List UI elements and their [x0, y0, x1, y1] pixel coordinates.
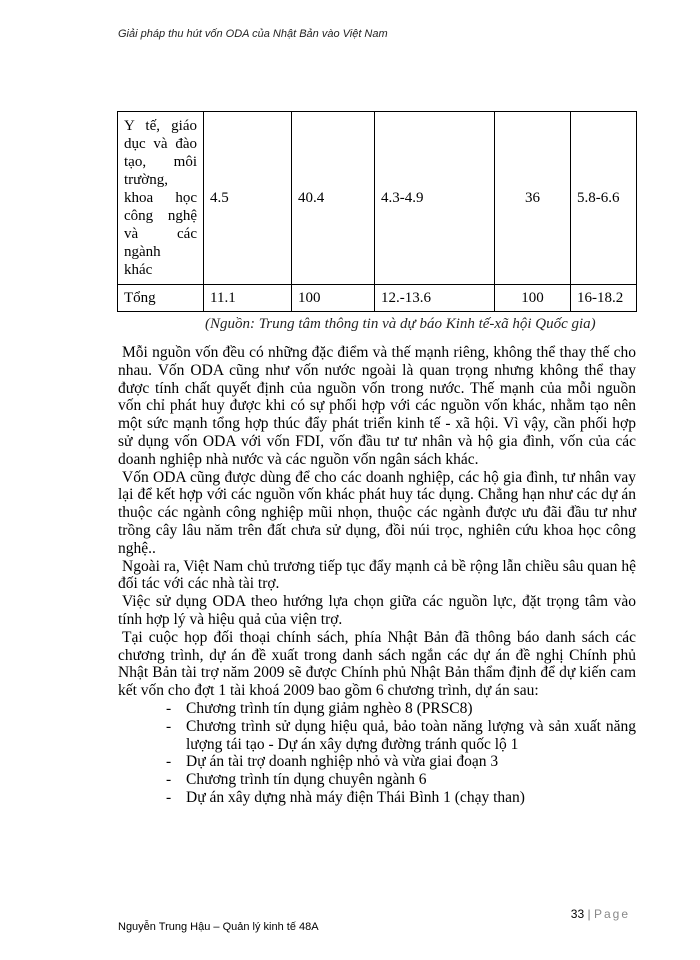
- list-item: [118, 718, 636, 754]
- row-label-line: dục và đào: [124, 136, 197, 152]
- bullet-dash: -: [166, 717, 172, 735]
- paragraph: Việc sử dụng ODA theo hướng lựa chọn giữa các nguồn lực, đặt trọng tâm vào tính hợp lý và hiệu quả của viện trợ.: [118, 593, 636, 628]
- list-item-text: Dự án tài trợ doanh nghiệp nhỏ và vừa giai đoạn 3: [186, 753, 499, 771]
- list-item: [118, 700, 636, 718]
- bullet-dash: -: [166, 699, 172, 717]
- list-item-text: Chương trình tín dụng chuyên ngành 6: [186, 771, 427, 789]
- table-cell: 5.8-6.6: [571, 112, 637, 285]
- row-label-line: và các: [124, 226, 197, 242]
- row-label-line: khác: [124, 262, 153, 278]
- list-item: [118, 789, 636, 807]
- body-text: [118, 344, 636, 807]
- row-label-line: trường,: [124, 172, 168, 188]
- page-separator: |: [587, 907, 591, 921]
- row-label-line: ngành: [124, 244, 161, 260]
- row-label-line: Y tế, giáo: [124, 118, 197, 134]
- table-source-note: (Nguồn: Trung tâm thông tin và dự báo Kinh tế-xã hội Quốc gia): [205, 316, 596, 332]
- list-item-text: Dự án xây dựng nhà máy điện Thái Bình 1 (chạy than): [186, 788, 525, 806]
- paragraph: Mỗi nguồn vốn đều có những đặc điểm và thế mạnh riêng, không thể thay thế cho nhau. Vốn ODA cũng như vốn nước ngoài là quan trọng nhưng không thể thay được tính chất quyết định của nguồn vốn trong nước. Thế mạnh của mỗi nguồn vốn chỉ phát huy được khi có sự phối hợp với các nguồn vốn khác, nhằm tạo nên một sức mạnh tổng hợp thúc đẩy phát triển kinh tế - xã hội. Vì vậy, cần phối hợp sử dụng vốn ODA với vốn FDI, vốn đầu tư tư nhân và hộ gia đình, vốn của các doanh nghiệp nhà nước và các nguồn vốn ngân sách khác.: [118, 344, 636, 468]
- table-cell: 11.1: [204, 285, 292, 312]
- row-label-line: tạo, môi: [124, 154, 197, 170]
- bullet-dash: -: [166, 788, 172, 806]
- author-footer: Nguyễn Trung Hậu – Quản lý kinh tế 48A: [118, 921, 319, 933]
- list-item-text: Chương trình sử dụng hiệu quả, bảo toàn năng lượng và sản xuất năng lượng tái tạo - Dự án xây dựng đường tránh quốc lộ 1: [186, 717, 636, 753]
- table-cell: 4.3-4.9: [375, 112, 495, 285]
- page-number-footer: [571, 907, 630, 921]
- table-cell: 16-18.2: [571, 285, 637, 312]
- table-cell: 100: [495, 285, 571, 312]
- page-word: Page: [593, 907, 630, 921]
- row-label-line: khoa học: [124, 190, 197, 206]
- running-header: Giải pháp thu hút vốn ODA của Nhật Bản vào Việt Nam: [118, 28, 388, 40]
- page-number: 33: [570, 907, 585, 921]
- table-row: [118, 285, 637, 312]
- table-row: [118, 112, 637, 285]
- row-label-line: công nghệ: [124, 208, 197, 224]
- paragraph: Tại cuộc họp đối thoại chính sách, phía Nhật Bản đã thông báo danh sách các chương trình, dự án đề xuất trong danh sách ngắn các dự án đề nghị Chính phủ Nhật Bản tài trợ năm 2009 sẽ được Chính phủ Nhật Bản thẩm định để dự kiến cam kết vốn cho đợt 1 tài khoá 2009 bao gồm 6 chương trình, dự án sau:: [118, 628, 636, 700]
- bullet-dash: -: [166, 753, 172, 771]
- row-label: Tổng: [118, 285, 204, 312]
- list-item: [118, 771, 636, 789]
- table-cell: 4.5: [204, 112, 292, 285]
- table-cell: 100: [292, 285, 375, 312]
- table-cell: 40.4: [292, 112, 375, 285]
- paragraph: Ngoài ra, Việt Nam chủ trương tiếp tục đẩy mạnh cả bề rộng lẫn chiều sâu quan hệ đối tác với các nhà tài trợ.: [118, 557, 636, 593]
- row-label: [118, 112, 204, 285]
- list-item-text: Chương trình tín dụng giảm nghèo 8 (PRSC8): [186, 699, 473, 717]
- table-cell: 36: [495, 112, 571, 285]
- bullet-dash: -: [166, 771, 172, 789]
- list-item: [118, 753, 636, 771]
- paragraph: Vốn ODA cũng được dùng để cho các doanh nghiệp, các hộ gia đình, tư nhân vay lại để kết hợp với các nguồn vốn khác phát huy tác dụng. Chẳng hạn như các dự án thuộc các ngành công nghiệp mũi nhọn, thuộc các ngành được ưu đãi đầu tư như trồng cây lâu năm trên đất chưa sử dụng, đồi núi trọc, nghiên cứu khoa học công nghệ..: [118, 468, 636, 557]
- project-list: [118, 700, 636, 807]
- table-cell: 12.-13.6: [375, 285, 495, 312]
- data-table: [117, 111, 637, 312]
